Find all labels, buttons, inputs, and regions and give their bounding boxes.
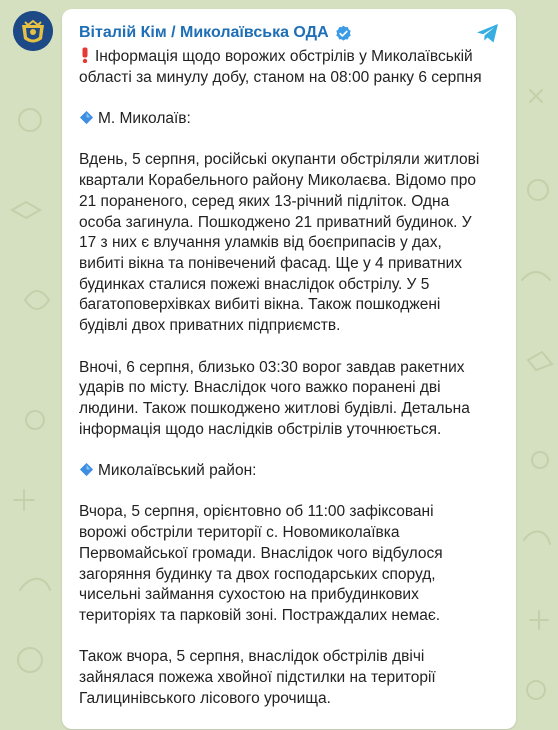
paragraph-forest-fire bbox=[79, 647, 509, 709]
paragraph-novomykolaivka bbox=[79, 502, 509, 626]
paragraph-day-shelling bbox=[79, 150, 509, 336]
text-line: інформація щодо наслідків обстрілів уточнюється. bbox=[79, 420, 442, 438]
text-line: Первомайської громади. Внаслідок чого відбулося bbox=[79, 544, 443, 562]
text-line: квартали Корабельного району Миколаєва. Відомо про bbox=[79, 172, 477, 190]
text-line: багатоповерхівках вибиті вікна. Також пошкоджені bbox=[79, 296, 441, 314]
text-line: територіях та парковій зоні. Постраждалих немає. bbox=[79, 606, 441, 624]
text-line: 21 пораненого, серед яких 13-річний підліток. Одна bbox=[79, 192, 450, 210]
red-exclamation-icon bbox=[79, 47, 91, 63]
section-heading-city bbox=[79, 109, 509, 130]
blue-diamond-icon bbox=[79, 110, 94, 125]
text-line: 17 з них є влучання уламків від боєприпасів у дах, bbox=[79, 234, 442, 252]
text-line: Вчора, 5 серпня, орієнтовно об 11:00 зафіксовані bbox=[79, 503, 434, 521]
text-line: ударів по місту. Внаслідок чого важко поранені дві bbox=[79, 379, 441, 397]
text-line: чисельні займання сухостою на прибудинкових bbox=[79, 586, 419, 604]
section-heading-district bbox=[79, 461, 509, 482]
text-line: будинках сталися пожежі внаслідок обстрілу. У 5 bbox=[79, 275, 430, 293]
text-line: будівлі двох приватних підприємств. bbox=[79, 317, 341, 335]
message-title bbox=[79, 47, 509, 88]
text-line: зайнялася пожежа хвойної підстилки на території bbox=[79, 669, 436, 686]
verified-badge-icon bbox=[335, 25, 352, 42]
title-line-2: області за минулу добу, станом на 08:00 ранку 6 серпня bbox=[79, 68, 482, 86]
paragraph-night-missiles bbox=[79, 358, 509, 441]
channel-avatar[interactable] bbox=[13, 11, 53, 51]
text-line: Вночі, 6 серпня, близько 03:30 ворог завдав ракетних bbox=[79, 358, 465, 376]
blue-diamond-icon bbox=[79, 462, 94, 477]
text-line: Галицинівського лісового урочища. bbox=[79, 689, 331, 707]
text-line: ворожі обстріли території с. Новомиколаївка bbox=[79, 524, 400, 542]
text-line: людини. Також пошкоджено житлові будівлі. Детальна bbox=[79, 399, 470, 417]
message-body bbox=[79, 47, 509, 730]
message-header bbox=[79, 21, 352, 45]
text-line: загоряння будинку та двох господарських споруд, bbox=[79, 565, 436, 583]
text-line: Вдень, 5 серпня, російські окупанти обстріляли житлові bbox=[79, 151, 480, 169]
section-heading-text: М. Миколаїв: bbox=[98, 110, 191, 128]
text-line: особа загинула. Пошкоджено 21 приватний будинок. У bbox=[79, 213, 472, 231]
channel-name[interactable]: Віталій Кім / Миколаївська ОДА bbox=[79, 24, 329, 41]
title-line-1 bbox=[79, 47, 509, 68]
section-heading-text: Миколаївський район: bbox=[98, 462, 257, 479]
title-text-1: Інформація щодо ворожих обстрілів у Миколаївській bbox=[95, 48, 473, 65]
text-line: вибиті вікна та понівечений фасад. Ще у 4 приватних bbox=[79, 255, 463, 272]
telegram-share-icon[interactable] bbox=[474, 19, 502, 47]
seal-logo-icon bbox=[13, 11, 53, 51]
text-line: Також вчора, 5 серпня, внаслідок обстрілів двічі bbox=[79, 648, 425, 666]
message-card bbox=[62, 9, 516, 729]
